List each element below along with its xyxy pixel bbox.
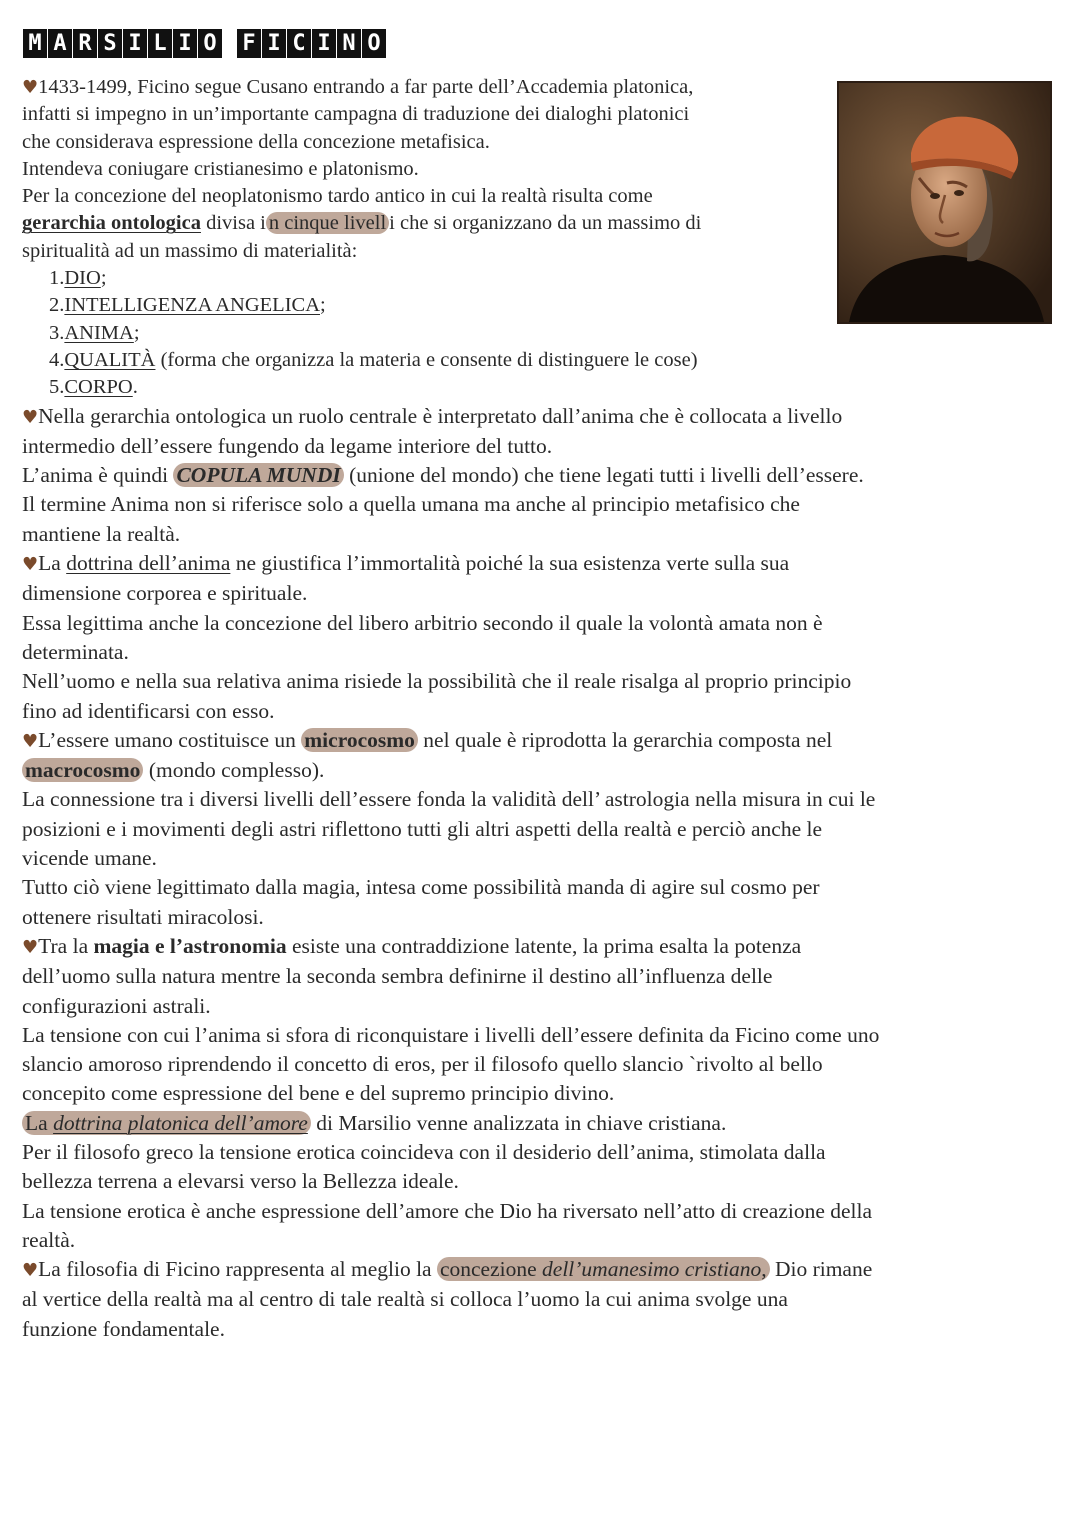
title-letter: L: [148, 29, 172, 58]
title-letter: C: [287, 29, 311, 58]
heart-icon: ♥: [22, 406, 39, 428]
heart-icon: ♥: [22, 730, 39, 752]
title-letter: I: [123, 29, 147, 58]
title-letter: A: [48, 29, 72, 58]
page-title: [23, 29, 387, 58]
list-item: 2.INTELLIGENZA ANGELICA;: [49, 294, 326, 317]
heart-icon: ♥: [22, 1260, 39, 1282]
document-body: [22, 74, 1042, 1344]
intro-section: ♥1433-1499, Ficino segue Cusano entrando a far parte dell’Accademia platonica, infatti si impegno in un’importante campagna di traduzione dei dialoghi platonici che considerava espressione della concezione metafisica. Intendeva coniugare cristianesimo e platonismo. Per la concezione del neoplatonismo tardo antico in cui la realtà risulta come gerarchia ontologica divisa i n cinque livell i che si organizzano da un massimo di spiritualità ad un massimo di materialità: 1.DIO; 2.INTELLIGENZA ANGELICA; 3.ANIMA; 4.QUALITÀ (forma che organizza la materia e consente di distinguere le cose) 5.CORPO.: [22, 74, 1042, 402]
list-item: 3.ANIMA;: [49, 321, 140, 344]
heart-icon: ♥: [22, 77, 39, 98]
highlight: microcosmo: [301, 728, 418, 752]
list-item: 5.CORPO.: [49, 376, 138, 399]
title-letter: I: [312, 29, 336, 58]
highlight: macrocosmo: [22, 758, 143, 782]
main-section: ♥Nella gerarchia ontologica un ruolo centrale è interpretato dall’anima che è collocata a livello intermedio dell’essere fungendo da legame interiore del tutto. L’anima è quindi COPULA MUNDI (unione del mondo) che tiene legati tutti i livelli dell’essere. Il termine Anima non si riferisce solo a quella umana ma anche al principio metafisico che mantiene la realtà. ♥La dottrina dell’anima ne giustifica l’immortalità poiché la sua esistenza verte sulla sua dimensione corporea e spirituale. Essa legittima anche la concezione del libero arbitrio secondo il quale la volontà amata non è determinata. Nell’uomo e nella sua relativa anima risiede la possibilità che il reale risalga al proprio principio fino ad identificarsi con esso. ♥L’essere umano costituisce un microcosmo nel quale è riprodotta la gerarchia composta nel macrocosmo (mondo complesso). La connessione tra i diversi livelli dell’essere fonda la validità dell’ astrologia nella misura in cui le posizioni e i movimenti degli astri riflettono tutti gli altri aspetti della realtà e perciò anche le vicende umane. Tutto ciò viene legittimato dalla magia, intesa come possibilità manda di agire sul cosmo per ottenere risultati miracolosi. ♥Tra la magia e l’astronomia esiste una contraddizione latente, la prima esalta la potenza dell’uomo sulla natura mentre la seconda sembra definirne il destino all’influenza delle configurazioni astrali. La tensione con cui l’anima si sfora di riconquistare i livelli dell’essere definita da Ficino come uno slancio amoroso riprendendo il concetto di eros, per il filosofo quello slancio `rivolto al bello concepito come espressione del bene e del supremo principio divino. La dottrina platonica dell’amore di Marsilio venne analizzata in chiave cristiana. Per il filosofo greco la tensione erotica coincideva con il desiderio dell’anima, stimolata dalla bellezza terrena a elevarsi verso la Bellezza ideale. La tensione erotica è anche espressione dell’amore che Dio ha riversato nell’atto di creazione della realtà. ♥La filosofia di Ficino rappresenta al meglio la concezione dell’umanesimo cristiano, Dio rimane al vertice della realtà ma al centro di tale realtà si colloca l’uomo la cui anima svolge una funzione fondamentale.: [22, 403, 880, 1341]
title-letter: R: [73, 29, 97, 58]
list-item: 4.QUALITÀ (forma che organizza la materia e consente di distinguere le cose): [49, 348, 698, 371]
title-letter: O: [198, 29, 222, 58]
title-letter: N: [337, 29, 361, 58]
heart-icon: ♥: [22, 554, 39, 576]
title-letter: F: [237, 29, 261, 58]
heart-icon: ♥: [22, 936, 39, 958]
title-letter: M: [23, 29, 47, 58]
levels-list: [22, 265, 1042, 401]
list-item: 1.DIO;: [49, 267, 107, 290]
title-letter: S: [98, 29, 122, 58]
title-letter: I: [262, 29, 286, 58]
highlight: COPULA MUNDI: [173, 463, 343, 487]
highlight: concezione dell’umanesimo cristiano,: [437, 1257, 770, 1281]
title-letter: O: [362, 29, 386, 58]
title-letter: I: [173, 29, 197, 58]
highlight: n cinque livell: [266, 212, 389, 234]
highlight: La dottrina platonica dell’amore: [22, 1111, 311, 1135]
